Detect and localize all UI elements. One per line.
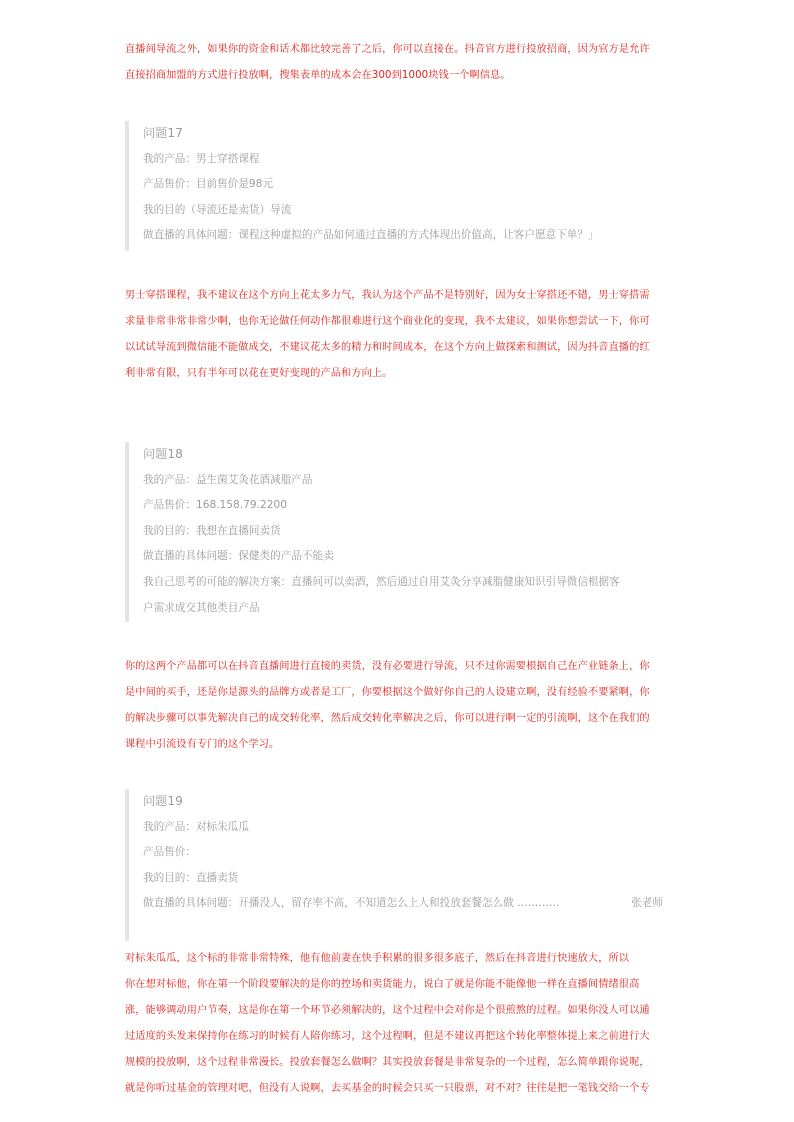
question-17-product: 我的产品：男士穿搭课程: [143, 152, 260, 165]
answer-18-line-4: 课程中引流设有专门的这个学习。: [125, 739, 280, 750]
answer-18-line-2: 是中间的买手，还是你是源头的品牌方或者是工厂，你要根据这个做好你自己的人设建立啊，没有经验不要紧啊，你: [125, 687, 650, 698]
answer-18: [125, 654, 668, 758]
question-18-goal: 我的目的：我想在直播间卖货: [143, 524, 281, 537]
answer-19-line-5: 规模的投放啊，这个过程非常漫长。投放套餐怎么做啊？其实投放套餐是非常复杂的一个过程，怎么简单跟你说呢，: [125, 1057, 650, 1068]
question-19-issue-row: [143, 891, 665, 917]
answer-16-line-2: 直接招商加盟的方式进行投放啊，搜集表单的成本会在300到1000块钱一个啊信息。: [125, 70, 511, 81]
question-17-goal: 我的目的（导流还是卖货）导流: [143, 203, 292, 216]
answer-19-line-1: 对标朱瓜瓜，这个标的非常非常特殊，他有他前妻在快手积累的很多很多底子，然后在抖音进行快速放大，所以: [125, 953, 630, 964]
answer-19: [125, 946, 668, 1102]
question-18-product: 我的产品：益生菌艾灸花酒减脂产品: [143, 473, 313, 486]
question-19-title: 问题19: [143, 794, 183, 808]
question-17-price: 产品售价：目前售价是98元: [143, 178, 274, 191]
question-17-block: [125, 121, 665, 251]
answer-17: [125, 283, 668, 387]
answer-19-line-6: 就是你听过基金的管理对吧，但没有人说啊，去买基金的时候会只买一只股票，对不对？往往是把一笔钱交给一个专: [125, 1083, 650, 1094]
question-17-issue: 做直播的具体问题：课程这种虚拟的产品如何通过直播的方式体现出价值高，让客户愿意下单？」: [143, 229, 599, 242]
question-18-issue: 做直播的具体问题：保健类的产品不能卖: [143, 550, 334, 563]
question-19-block: [125, 789, 665, 941]
answer-16-line-1: 直播间导流之外，如果你的资金和话术都比较完善了之后，你可以直接在。抖音官方进行投放招商，因为官方是允许: [125, 44, 650, 55]
question-18-thinking-line-2: 户需求成交其他类目产品: [143, 601, 260, 614]
answer-19-line-2: 你在想对标他，你在第一个阶段要解决的是你的控场和卖货能力，说白了就是你能不能像他一样在直播间情绪很高: [125, 979, 640, 990]
question-18-price: 产品售价：168.158.79.2200: [143, 499, 287, 512]
question-19-price: 产品售价：: [143, 846, 196, 859]
answer-17-line-2: 求量非常非常非常少啊，也你无论做任何动作都很难进行这个商业化的变现，我不太建议，如果你想尝试一下，你可: [125, 316, 650, 327]
answer-19-line-4: 过适度的头发来保持你在练习的时候有人陪你练习，这个过程啊，但是不建议再把这个转化率整体提上来之前进行大: [125, 1031, 650, 1042]
question-19-goal: 我的目的：直播卖货: [143, 871, 239, 884]
answer-18-line-3: 的解决步骤可以事先解决自己的成交转化率，然后成交转化率解决之后，你可以进行啊一定的引流啊，这个在我们的: [125, 713, 650, 724]
answer-17-line-1: 男士穿搭课程，我不建议在这个方向上花太多力气，我认为这个产品不是特别好，因为女士穿搭还不错，男士穿搭需: [125, 290, 650, 301]
question-19-teacher: 张老师: [631, 897, 663, 910]
answer-18-line-1: 你的这两个产品都可以在抖音直播间进行直接的卖货，没有必要进行导流，只不过你需要根据自己在产业链条上，你: [125, 661, 650, 672]
answer-16: [125, 37, 668, 89]
question-18-title: 问题18: [143, 447, 183, 461]
answer-17-line-3: 以试试导流到微信能不能做成交，不建议花太多的精力和时间成本，在这个方向上做探索和测试，因为抖音直播的红: [125, 342, 650, 353]
question-18-block: [125, 442, 665, 622]
answer-17-line-4: 利非常有限，只有半年可以花在更好变现的产品和方向上。: [125, 368, 393, 379]
question-18-thinking-line-1: 我自己思考的可能的解决方案：直播间可以卖酒，然后通过自用艾灸分享减脂健康知识引导微信根据客: [143, 575, 620, 588]
question-19-product: 我的产品：对标朱瓜瓜: [143, 820, 249, 833]
question-19-issue: 做直播的具体问题：开播没人，留存率不高，不知道怎么上人和投放套餐怎么做 …………: [143, 897, 560, 910]
answer-19-line-3: 涨，能够调动用户节奏，这是你在第一个环节必须解决的，这个过程中会对你是个很煎熬的过程。如果你没人可以通: [125, 1005, 650, 1016]
question-17-title: 问题17: [143, 126, 183, 140]
